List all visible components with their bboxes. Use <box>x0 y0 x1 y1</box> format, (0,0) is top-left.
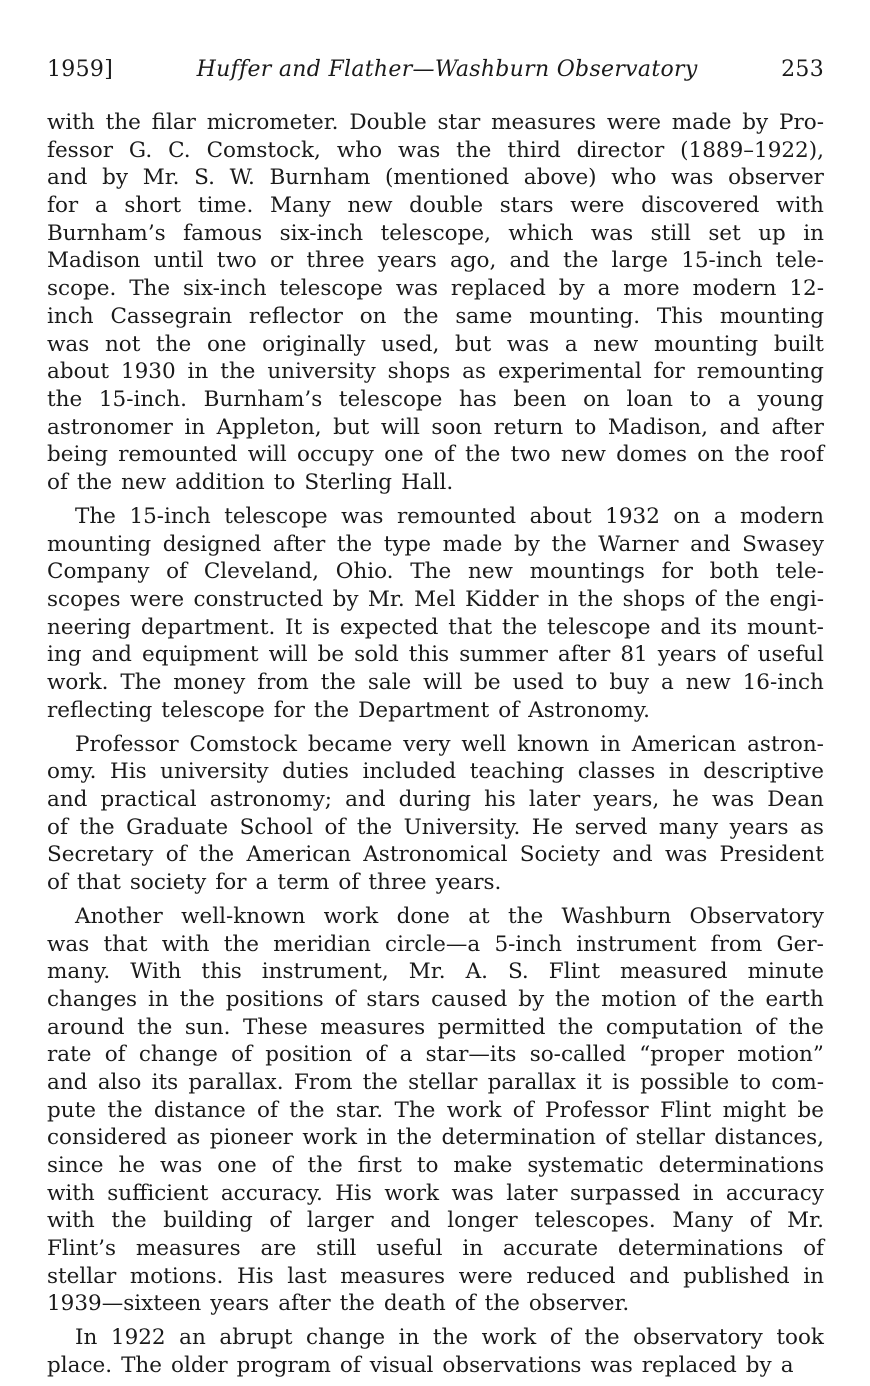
body-text <box>47 109 824 1380</box>
text-line: many. With this instrument, Mr. A. S. Flint measured minute <box>47 959 824 985</box>
text-line: the 15-inch. Burnham’s telescope has been on loan to a young <box>47 386 824 412</box>
text-line: for a short time. Many new double stars were discovered with <box>47 193 824 219</box>
text-line: In 1922 an abrupt change in the work of the observatory took <box>75 1325 824 1351</box>
text-line: pute the distance of the star. The work of Professor Flint might be <box>47 1097 824 1123</box>
text-line: and by Mr. S. W. Burnham (mentioned above) who was observer <box>47 165 824 191</box>
text-line: was not the one originally used, but was a new mounting built <box>47 331 824 357</box>
text-line: Another well-known work done at the Washburn Observatory <box>75 903 824 929</box>
paragraph <box>47 731 824 897</box>
text-line: with sufficient accuracy. His work was later surpassed in accuracy <box>47 1180 824 1206</box>
text-line: Company of Cleveland, Ohio. The new mountings for both tele- <box>47 559 824 585</box>
paragraph <box>47 503 824 725</box>
text-line: mounting designed after the type made by the Warner and Swasey <box>47 531 824 557</box>
text-line: of the Graduate School of the University. He served many years as <box>47 814 824 840</box>
text-line: since he was one of the first to make systematic determinations <box>47 1153 824 1178</box>
text-line: astronomer in Appleton, but will soon return to Madison, and after <box>47 414 824 440</box>
text-line: work. The money from the sale will be used to buy a new 16-inch <box>47 669 824 695</box>
text-line: with the filar micrometer. Double star measures were made by Pro- <box>47 110 824 135</box>
text-line: around the sun. These measures permitted the computation of the <box>47 1014 824 1040</box>
text-line: Secretary of the American Astronomical Society and was President <box>47 842 824 868</box>
text-line: inch Cassegrain reflector on the same mounting. This mounting <box>47 303 824 329</box>
text-line: reflecting telescope for the Department of Astronomy. <box>47 697 650 723</box>
text-line: with the building of larger and longer telescopes. Many of Mr. <box>47 1208 824 1234</box>
paragraph <box>47 903 824 1318</box>
text-line: place. The older program of visual observations was replaced by a <box>47 1353 794 1378</box>
text-line: omy. His university duties included teaching classes in descriptive <box>47 759 824 785</box>
text-line: neering department. It is expected that the telescope and its mount- <box>47 614 824 640</box>
paragraph <box>47 109 824 497</box>
text-line: ing and equipment will be sold this summer after 81 years of useful <box>47 642 824 668</box>
page-number: 253 <box>781 57 824 82</box>
text-line: Flint’s measures are still useful in accurate determinations of <box>47 1236 824 1262</box>
text-line: about 1930 in the university shops as experimental for remounting <box>47 359 824 385</box>
text-line: fessor G. C. Comstock, who was the third director (1889–1922), <box>47 137 824 163</box>
running-head <box>47 55 824 87</box>
text-line: 1939—sixteen years after the death of the observer. <box>47 1291 630 1317</box>
text-line: The 15-inch telescope was remounted about 1932 on a modern <box>75 503 824 529</box>
text-line: Professor Comstock became very well known in American astron- <box>75 731 824 757</box>
text-line: of that society for a term of three years. <box>47 869 502 895</box>
header-year: 1959] <box>47 57 114 82</box>
text-line: considered as pioneer work in the determination of stellar distances, <box>47 1125 824 1151</box>
text-line: scope. The six-inch telescope was replaced by a more modern 12- <box>47 276 824 302</box>
text-line: Madison until two or three years ago, and the large 15-inch tele- <box>47 248 824 274</box>
text-line: being remounted will occupy one of the two new domes on the roof <box>47 442 824 468</box>
header-title: Huffer and Flather—Washburn Observatory <box>196 57 698 82</box>
text-line: Burnham’s famous six-inch telescope, which was still set up in <box>47 220 824 246</box>
text-line: scopes were constructed by Mr. Mel Kidder in the shops of the engi- <box>47 586 824 612</box>
text-line: rate of change of position of a star—its so-called “proper motion” <box>47 1042 824 1068</box>
text-line: was that with the meridian circle—a 5-inch instrument from Ger- <box>47 931 824 957</box>
text-line: of the new addition to Sterling Hall. <box>47 469 454 495</box>
page <box>47 55 824 1386</box>
paragraph <box>47 1324 824 1379</box>
text-line: and practical astronomy; and during his later years, he was Dean <box>47 786 824 812</box>
text-line: stellar motions. His last measures were reduced and published in <box>47 1263 824 1289</box>
text-line: changes in the positions of stars caused by the motion of the earth <box>47 986 824 1012</box>
text-line: and also its parallax. From the stellar parallax it is possible to com- <box>47 1069 824 1095</box>
